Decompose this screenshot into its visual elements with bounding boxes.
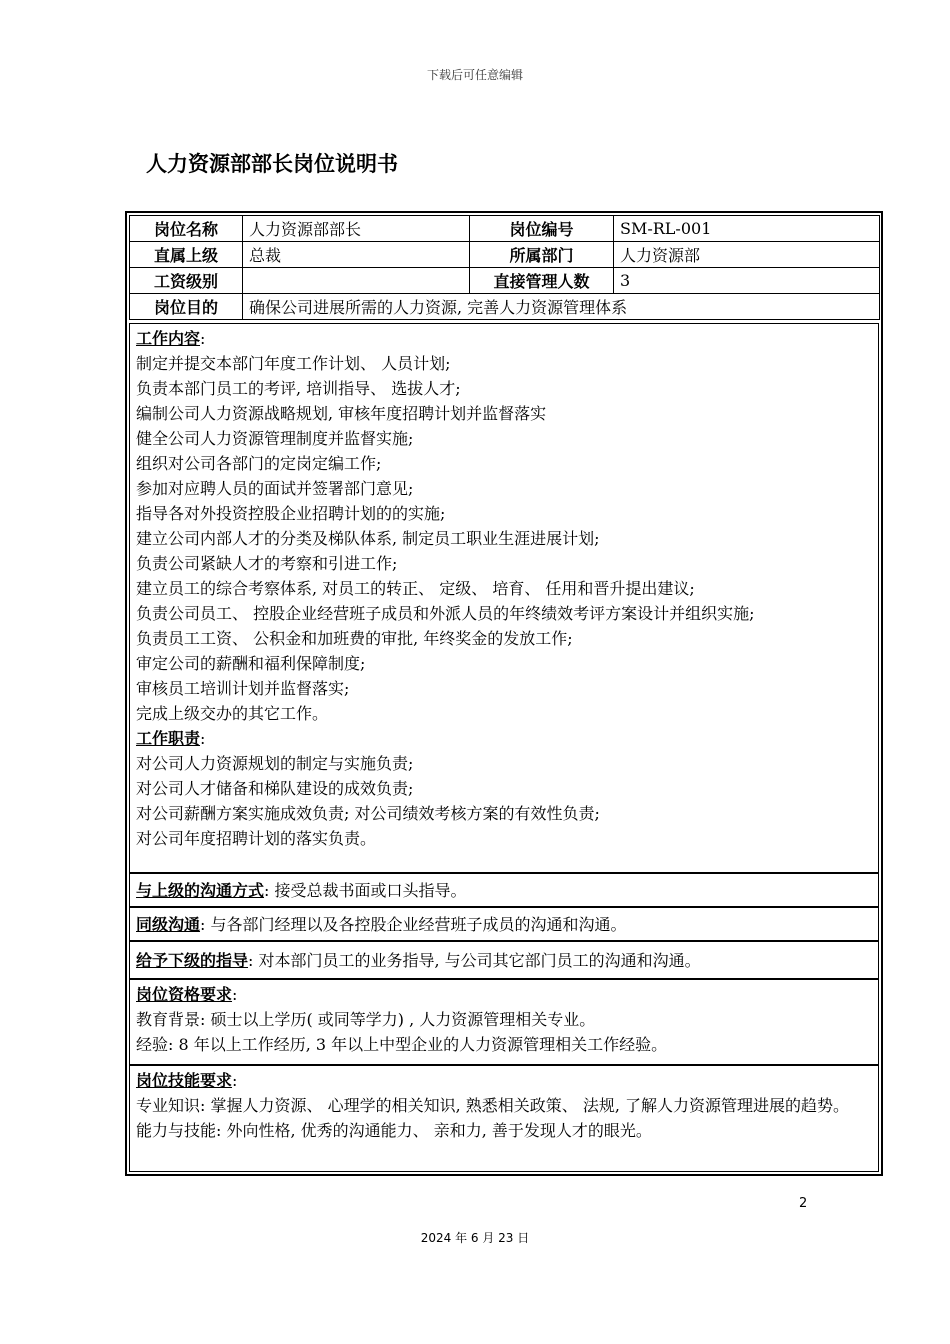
list-item: 指导各对外投资控股企业招聘计划的的实施; [136,504,446,523]
list-item: 审核员工培训计划并监督落实; [136,679,350,698]
list-item: 参加对应聘人员的面试并签署部门意见; [136,479,414,498]
list-item: 对公司薪酬方案实施成效负责; 对公司绩效考核方案的有效性负责; [136,804,600,823]
list-item: 编制公司人力资源战略规划, 审核年度招聘计划并监督落实 [136,404,547,423]
table-row [130,268,880,294]
label-department: 所属部门 [470,242,614,268]
label-direct-reports: 直接管理人数 [470,268,614,294]
peer-communication-row [129,907,879,941]
peer-heading: 同级沟通 [136,915,201,934]
value-position-code: SM-RL-001 [614,216,880,242]
downward-guidance-row [129,941,879,979]
list-item: 建立公司内部人才的分类及梯队体系, 制定员工职业生涯进展计划; [136,529,600,548]
downward-heading: 给予下级的指导 [136,951,249,970]
value-direct-reports: 3 [614,268,880,294]
work-content-heading-line [136,326,872,351]
duties-heading-line [136,726,872,751]
downward-line [136,948,872,973]
work-section [129,323,879,873]
value-position-purpose: 确保公司进展所需的人力资源, 完善人力资源管理体系 [243,294,880,320]
duties-heading: 工作职责 [136,729,201,748]
skills-section [129,1065,879,1172]
list-item: 组织对公司各部门的定岗定编工作; [136,454,382,473]
qualification-heading: 岗位资格要求 [136,985,233,1004]
upward-text: : 接受总裁书面或口头指导。 [264,881,467,900]
list-item: 专业知识: 掌握人力资源、 心理学的相关知识, 熟悉相关政策、 法规, 了解人力资源管理进展的趋势。 [136,1096,849,1115]
downward-text: : 对本部门员工的业务指导, 与公司其它部门员工的沟通和沟通。 [248,951,701,970]
info-table [129,215,880,320]
qualification-section [129,979,879,1065]
heading-colon: : [200,329,206,348]
table-row [130,216,880,242]
value-department: 人力资源部 [614,242,880,268]
heading-colon: : [232,1071,238,1090]
page-footer-date: 2024 年 6 月 23 日 [420,1231,530,1245]
label-salary-level: 工资级别 [130,268,243,294]
list-item: 经验: 8 年以上工作经历, 3 年以上中型企业的人力资源管理相关工作经验。 [136,1035,668,1054]
table-row [130,294,880,320]
work-content-heading: 工作内容 [136,329,201,348]
peer-line [136,912,872,937]
list-item: 完成上级交办的其它工作。 [136,704,329,723]
table-row [130,242,880,268]
list-item: 负责本部门员工的考评, 培训指导、 选拔人才; [136,379,461,398]
list-item: 对公司人力资源规划的制定与实施负责; [136,754,414,773]
list-item: 负责公司员工、 控股企业经营班子成员和外派人员的年终绩效考评方案设计并组织实施; [136,604,755,623]
list-item: 对公司年度招聘计划的落实负责。 [136,829,377,848]
label-position-purpose: 岗位目的 [130,294,243,320]
upward-line [136,878,872,903]
list-item: 健全公司人力资源管理制度并监督实施; [136,429,414,448]
list-item: 能力与技能: 外向性格, 优秀的沟通能力、 亲和力, 善于发现人才的眼光。 [136,1121,652,1140]
heading-colon: : [200,729,206,748]
skills-heading: 岗位技能要求 [136,1071,233,1090]
list-item: 建立员工的综合考察体系, 对员工的转正、 定级、 培育、 任用和晋升提出建议; [136,579,695,598]
value-position-name: 人力资源部部长 [243,216,470,242]
heading-colon: : [232,985,238,1004]
list-item: 审定公司的薪酬和福利保障制度; [136,654,366,673]
label-position-code: 岗位编号 [470,216,614,242]
list-item: 负责公司紧缺人才的考察和引进工作; [136,554,398,573]
upward-communication-row [129,873,879,907]
peer-text: : 与各部门经理以及各控股企业经营班子成员的沟通和沟通。 [200,915,627,934]
skills-heading-line [136,1068,872,1093]
label-position-name: 岗位名称 [130,216,243,242]
label-direct-superior: 直属上级 [130,242,243,268]
value-direct-superior: 总裁 [243,242,470,268]
upward-heading: 与上级的沟通方式 [136,881,265,900]
list-item: 教育背景: 硕士以上学历( 或同等学力) , 人力资源管理相关专业。 [136,1010,596,1029]
list-item: 制定并提交本部门年度工作计划、 人员计划; [136,354,451,373]
document-title: 人力资源部部长岗位说明书 [146,152,398,176]
value-salary-level [243,268,470,294]
list-item: 负责员工工资、 公积金和加班费的审批, 年终奖金的发放工作; [136,629,573,648]
page-header: 下载后可任意编辑 [426,68,523,82]
page-number: 2 [799,1196,808,1211]
qualification-heading-line [136,982,872,1007]
list-item: 对公司人才储备和梯队建设的成效负责; [136,779,414,798]
